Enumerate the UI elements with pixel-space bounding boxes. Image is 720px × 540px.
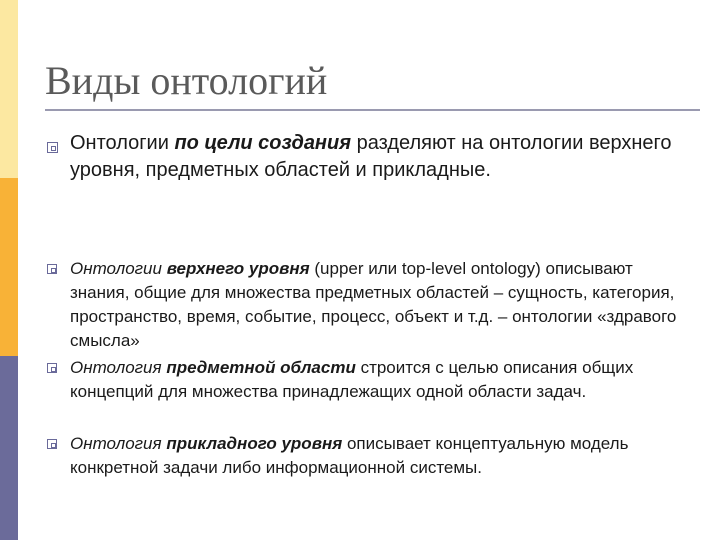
square-bullet-icon <box>47 142 58 153</box>
bullet-item-purpose <box>47 130 687 184</box>
square-bullet-icon <box>47 439 57 449</box>
bullet-text-italic: Онтология <box>70 434 167 453</box>
accent-bar-yellow <box>0 0 18 178</box>
bullet-text-normal: описывает концептуальную модель конкретной задачи либо информационной системы. <box>70 434 629 477</box>
slide-title: Виды онтологий <box>45 58 328 103</box>
bullet-text-normal: разделяют на онтологии верхнего уровня, предметных областей и прикладные. <box>70 132 672 181</box>
bullet-item-domain <box>47 356 687 404</box>
bullet-text <box>70 356 687 404</box>
bullet-text-normal: (upper или top-level ontology) описывают знания, общие для множества предметных областей – сущность, категория, пространство, время, событие, процесс, объект и т.д. – онтологии «здравого смысла» <box>70 259 677 350</box>
bullet-text-italic: Онтология <box>70 358 167 377</box>
bullet-text-emphasis: прикладного уровня <box>166 434 343 453</box>
bullet-item-application <box>47 432 687 480</box>
bullet-text <box>70 130 687 184</box>
square-bullet-icon <box>47 363 57 373</box>
accent-bar-orange <box>0 178 18 356</box>
bullet-text-emphasis: предметной области <box>166 358 356 377</box>
title-underline <box>45 109 700 111</box>
bullet-text-emphasis: по цели создания <box>174 132 352 154</box>
bullet-text-normal: строится с целью описания общих концепций для множества принадлежащих одной области задач. <box>70 358 634 401</box>
bullet-text-italic: Онтологии <box>70 259 167 278</box>
accent-bar-purple <box>0 356 18 540</box>
bullet-text <box>70 432 687 480</box>
square-bullet-icon <box>47 264 57 274</box>
bullet-text <box>70 257 687 353</box>
bullet-text-emphasis: верхнего уровня <box>166 259 310 278</box>
bullet-text-normal: Онтологии <box>70 132 175 154</box>
bullet-item-upper-level <box>47 257 687 353</box>
